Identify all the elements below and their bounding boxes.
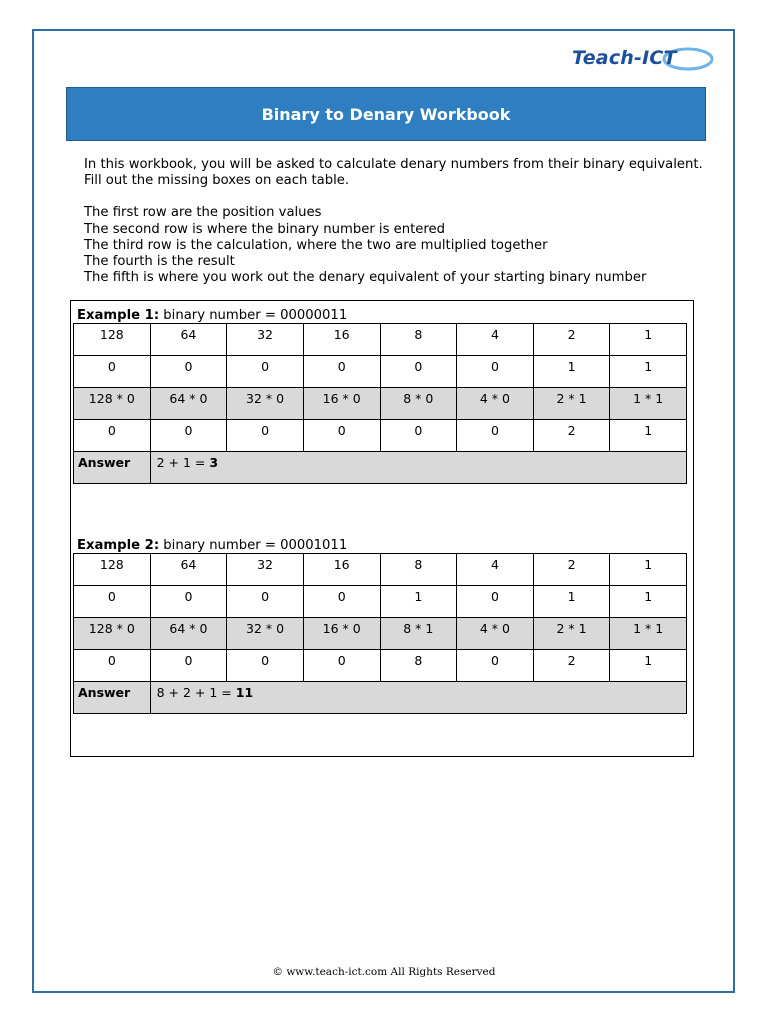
binary-digit-cell: 0 [303,586,380,618]
position-value-cell: 16 [303,554,380,586]
result-cell: 0 [457,420,534,452]
position-value-cell: 128 [74,324,151,356]
result-cell: 0 [227,420,304,452]
answer-value: 11 [235,685,254,700]
answer-label: Answer [74,452,151,484]
result-cell: 0 [74,650,151,682]
binary-digit-cell: 0 [150,356,227,388]
result-cell: 0 [380,420,457,452]
answer-label: Answer [74,682,151,714]
binary-digit-cell: 0 [150,586,227,618]
position-value-cell: 2 [533,554,610,586]
intro-line: The fifth is where you work out the denary equivalent of your starting binary number [84,270,647,286]
result-cell: 2 [533,650,610,682]
teach-ict-logo [570,45,716,77]
result-cell: 0 [74,420,151,452]
intro-text [84,157,724,286]
binary-number-text: binary number = 00001011 [159,538,348,553]
position-value-cell: 8 [380,554,457,586]
calculation-cell: 64 * 0 [150,388,227,420]
calculation-cell: 8 * 0 [380,388,457,420]
answer-row [74,682,687,714]
logo-text: Teach-ICT [572,47,677,69]
answer-row [74,452,687,484]
position-row [74,554,687,586]
calculation-cell: 4 * 0 [457,388,534,420]
position-value-cell: 4 [457,324,534,356]
answer-cell [150,682,686,714]
result-cell: 1 [610,650,687,682]
result-row [74,420,687,452]
binary-digit-cell: 0 [74,356,151,388]
binary-digit-cell: 1 [533,586,610,618]
position-value-cell: 32 [227,554,304,586]
position-value-cell: 4 [457,554,534,586]
examples-box [70,300,694,757]
result-cell: 8 [380,650,457,682]
calculation-cell: 1 * 1 [610,388,687,420]
binary-digit-cell: 0 [380,356,457,388]
answer-cell [150,452,686,484]
intro-line: Fill out the missing boxes on each table. [84,173,350,189]
calculation-cell: 16 * 0 [303,618,380,650]
binary-digit-cell: 0 [303,356,380,388]
intro-line: The second row is where the binary number is entered [84,221,446,237]
example-1 [73,309,687,484]
calculation-cell: 8 * 1 [380,618,457,650]
calculation-cell: 1 * 1 [610,618,687,650]
binary-table [73,323,687,484]
calculation-cell: 2 * 1 [533,618,610,650]
intro-line: The first row are the position values [84,205,322,221]
position-value-cell: 8 [380,324,457,356]
position-value-cell: 1 [610,324,687,356]
answer-value: 3 [209,455,219,470]
calculation-row [74,388,687,420]
binary-number-text: binary number = 00000011 [159,308,348,323]
calculation-cell: 32 * 0 [227,388,304,420]
example-heading [73,539,687,553]
calculation-cell: 128 * 0 [74,618,151,650]
example-label: Example 2: [77,538,160,553]
binary-digit-cell: 0 [457,586,534,618]
calculation-cell: 16 * 0 [303,388,380,420]
position-value-cell: 64 [150,324,227,356]
binary-digit-cell: 0 [74,586,151,618]
result-cell: 0 [303,420,380,452]
binary-table [73,553,687,714]
binary-digit-cell: 1 [610,356,687,388]
title-banner [66,87,706,141]
calculation-row [74,618,687,650]
answer-expression: 8 + 2 + 1 = [156,685,236,700]
calculation-cell: 4 * 0 [457,618,534,650]
intro-line: In this workbook, you will be asked to calculate denary numbers from their binary equivalent. [84,157,703,172]
calculation-cell: 2 * 1 [533,388,610,420]
position-value-cell: 64 [150,554,227,586]
result-cell: 2 [533,420,610,452]
result-cell: 1 [610,420,687,452]
result-cell: 0 [303,650,380,682]
result-cell: 0 [457,650,534,682]
binary-digit-cell: 0 [227,586,304,618]
intro-line: The third row is the calculation, where the two are multiplied together [84,237,548,253]
binary-digit-row [74,586,687,618]
position-value-cell: 16 [303,324,380,356]
example-2 [73,539,687,714]
binary-digit-cell: 1 [610,586,687,618]
position-value-cell: 128 [74,554,151,586]
example-heading [73,309,687,323]
binary-digit-cell: 0 [227,356,304,388]
result-row [74,650,687,682]
intro-line: The fourth is the result [84,254,235,270]
page-title: Binary to Denary Workbook [261,104,511,124]
calculation-cell: 128 * 0 [74,388,151,420]
binary-digit-row [74,356,687,388]
calculation-cell: 32 * 0 [227,618,304,650]
copyright-footer: © www.teach-ict.com All Rights Reserved [272,966,496,978]
position-value-cell: 32 [227,324,304,356]
result-cell: 0 [227,650,304,682]
position-value-cell: 1 [610,554,687,586]
result-cell: 0 [150,650,227,682]
binary-digit-cell: 0 [457,356,534,388]
position-row [74,324,687,356]
result-cell: 0 [150,420,227,452]
answer-expression: 2 + 1 = [156,455,210,470]
binary-digit-cell: 1 [380,586,457,618]
position-value-cell: 2 [533,324,610,356]
binary-digit-cell: 1 [533,356,610,388]
calculation-cell: 64 * 0 [150,618,227,650]
example-label: Example 1: [77,308,160,323]
